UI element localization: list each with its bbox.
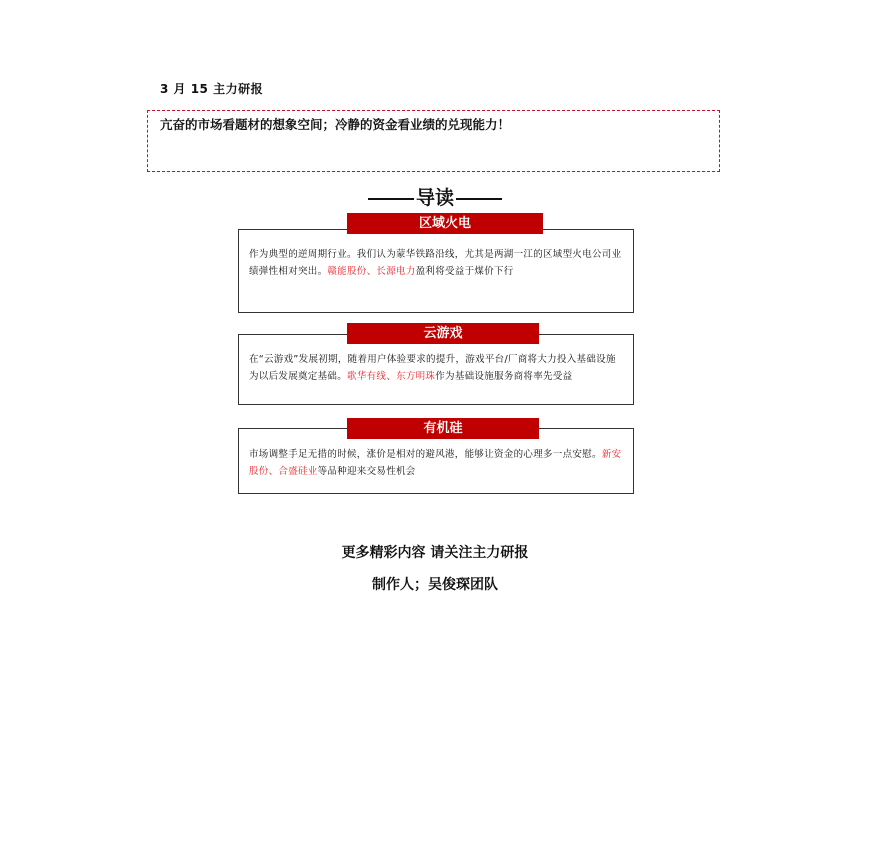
section-text-power	[249, 246, 624, 280]
section-highlight-silicone: 新安股份、合盛硅业	[249, 449, 622, 477]
section-tag-power: 区域火电	[347, 213, 543, 234]
section-text-silicone-body: 市场调整手足无措的时候，涨价是相对的避风港，能够让资金的心理多一点安慰。	[249, 449, 602, 460]
section-highlight-cloud-gaming: 歌华有线、东方明珠	[347, 371, 436, 382]
headline-text: 亢奋的市场看题材的想象空间；冷静的资金看业绩的兑现能力！	[160, 117, 511, 132]
section-tag-cloud-gaming: 云游戏	[347, 323, 539, 344]
headline-box	[147, 110, 720, 172]
footer-more-content: 更多精彩内容 请关注主力研报	[341, 545, 529, 561]
section-text-cloud-gaming-tail: 作为基础设施服务商将率先受益	[435, 371, 573, 382]
section-text-cloud-gaming	[249, 351, 624, 385]
section-text-cloud-gaming-body: 在“云游戏”发展初期，随着用户体验要求的提升，游戏平台/厂商将大力投入基础设施为以后发展奠定基础。	[249, 354, 616, 382]
guide-line-left	[368, 198, 414, 200]
guide-title: 导读	[415, 187, 454, 209]
guide-heading	[0, 183, 870, 210]
section-text-silicone	[249, 446, 624, 480]
section-highlight-power: 赣能股份、长源电力	[327, 266, 416, 277]
section-text-silicone-tail: 等品种迎来交易性机会	[317, 466, 416, 477]
section-text-power-tail: 盈利将受益于煤价下行	[415, 266, 514, 277]
footer-author: 制作人；吴俊琛团队	[372, 577, 498, 593]
section-text-power-body: 作为典型的逆周期行业。我们认为蒙华铁路沿线，尤其是两湖一江的区域型火电公司业绩弹性相对突出。	[249, 249, 622, 277]
guide-line-right	[456, 198, 502, 200]
report-date-title: 3 月 15 主力研报	[160, 82, 264, 96]
section-tag-silicone: 有机硅	[347, 418, 539, 439]
